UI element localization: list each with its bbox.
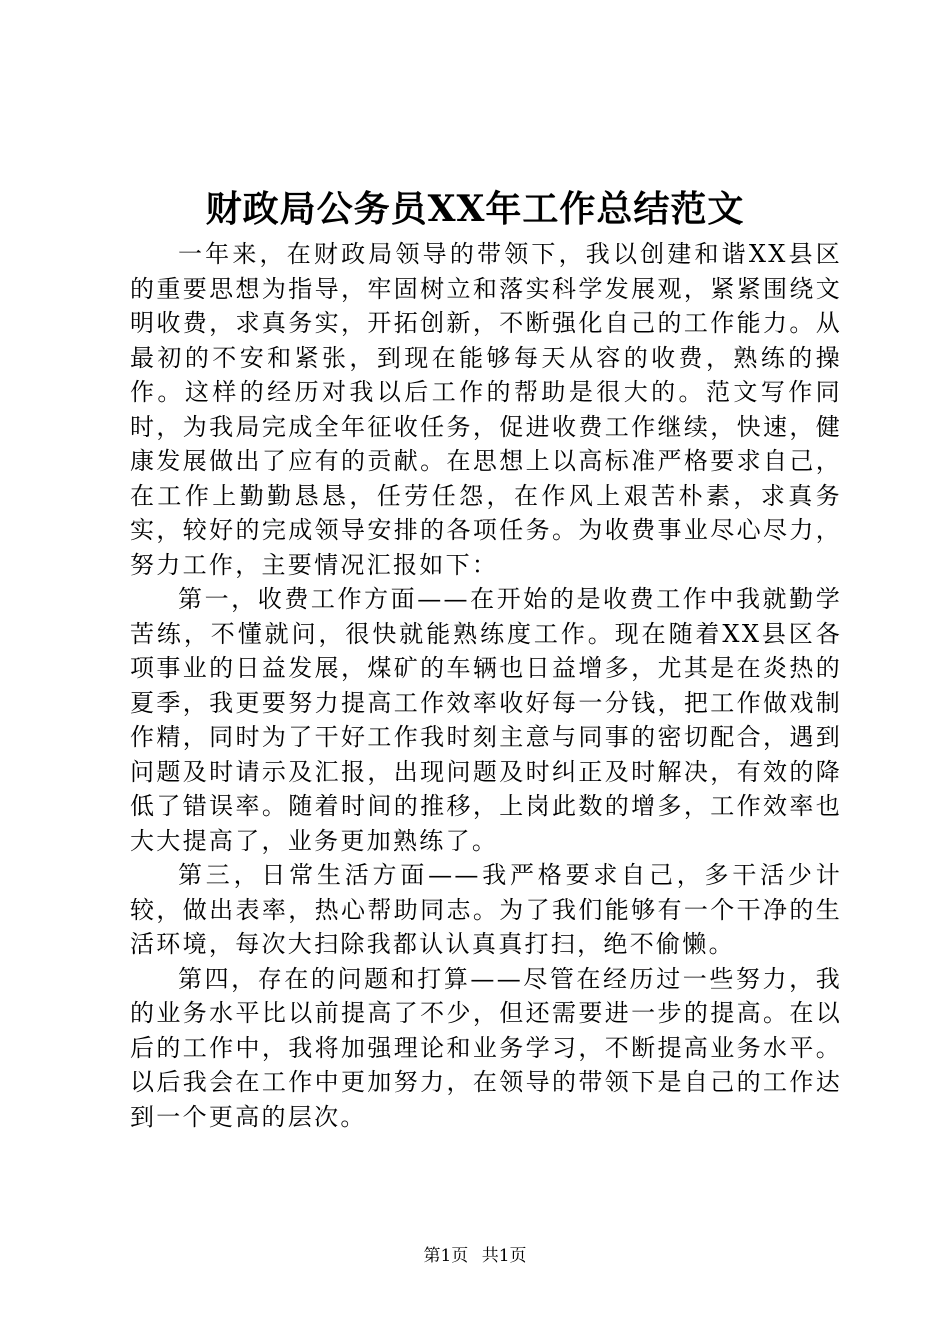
document-body	[130, 237, 842, 1134]
paragraph-intro: 一年来，在财政局领导的带领下，我以创建和谐XX县区的重要思想为指导，牢固树立和落实科学发展观，紧紧围绕文明收费，求真务实，开拓创新，不断强化自己的工作能力。从最初的不安和紧张，到现在能够每天从容的收费，熟练的操作。这样的经历对我以后工作的帮助是很大的。范文写作同时，为我局完成全年征收任务，促进收费工作继续，快速，健康发展做出了应有的贡献。在思想上以高标准严格要求自己，在工作上勤勤恳恳，任劳任怨，在作风上艰苦朴素，求真务实，较好的完成领导安排的各项任务。为收费事业尽心尽力，努力工作，主要情况汇报如下：	[130, 240, 842, 579]
page-number-total: 共1页	[481, 1246, 527, 1266]
paragraph-daily-life: 第三，日常生活方面——我严格要求自己，多干活少计较，做出表率，热心帮助同志。为了我们能够有一个干净的生活环境，每次大扫除我都认认真真打扫，绝不偷懒。	[130, 861, 842, 958]
page-number-current: 第1页	[423, 1246, 469, 1266]
page-footer	[0, 1244, 950, 1268]
document-title: 财政局公务员XX年工作总结范文	[205, 188, 745, 230]
paragraph-fee-work: 第一，收费工作方面——在开始的是收费工作中我就勤学苦练，不懂就问，很快就能熟练度工作。现在随着XX县区各项事业的日益发展，煤矿的车辆也日益增多，尤其是在炎热的夏季，我更要努力提高工作效率收好每一分钱，把工作做戏制作精，同时为了干好工作我时刻主意与同事的密切配合，遇到问题及时请示及汇报，出现问题及时纠正及时解决，有效的降低了错误率。随着时间的推移，上岗此数的增多，工作效率也大大提高了，业务更加熟练了。	[130, 585, 842, 855]
paragraph-problems-plans: 第四，存在的问题和打算——尽管在经历过一些努力，我的业务水平比以前提高了不少，但还需要进一步的提高。在以后的工作中，我将加强理论和业务学习，不断提高业务水平。以后我会在工作中更加努力，在领导的带领下是自己的工作达到一个更高的层次。	[130, 964, 842, 1131]
